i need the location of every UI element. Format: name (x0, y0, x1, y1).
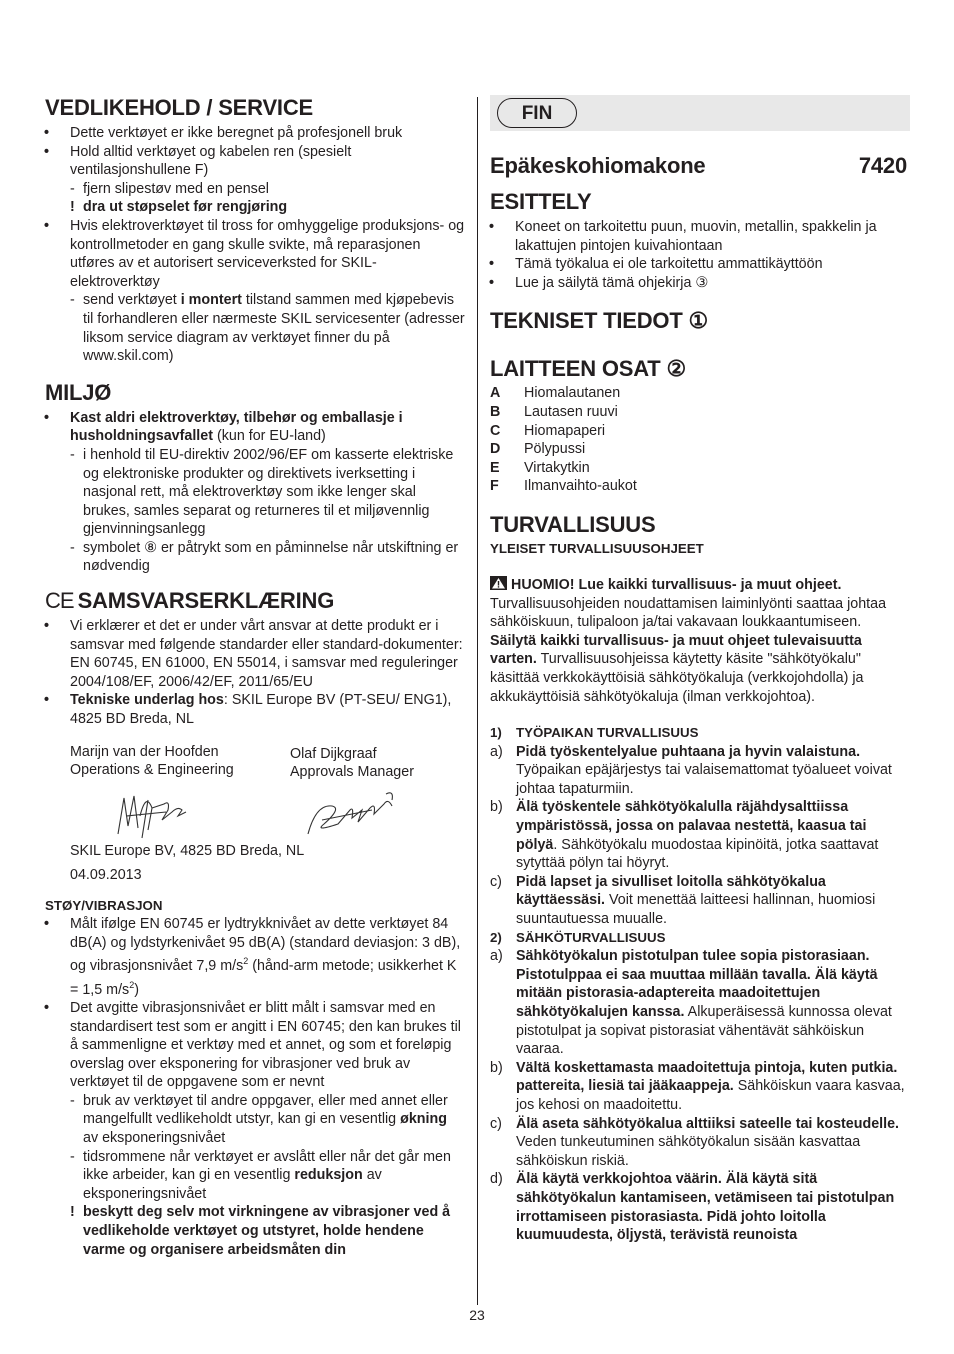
part-letter: F (490, 478, 499, 495)
list-item (45, 691, 465, 728)
part-letter: B (490, 403, 501, 420)
language-badge: FIN (497, 98, 577, 128)
part-name: Ilmanvaihto-aukot (524, 478, 637, 495)
signature-1-image (112, 786, 202, 842)
list-item: - fjern slipestøv med en pensel (45, 180, 465, 199)
part-letter: E (490, 459, 500, 476)
part-item (490, 403, 910, 422)
text: HUOMIO! Lue kaikki turvallisuus- ja muut ohjeet. (511, 576, 842, 593)
signatory-name: Marijn van der Hoofden (70, 743, 219, 760)
item-letter: a) (490, 948, 503, 965)
part-name: Virtakytkin (524, 459, 590, 476)
item-letter: c) (490, 873, 502, 890)
item-text: Alkuperäisessä kunnossa olevat pistotulpat ja sopivat pistorasiat vähentävät sähköiskun vaaraa. (516, 1004, 892, 1058)
list-item: • Tämä työkalua ei ole tarkoitettu ammattikäyttöön (490, 255, 910, 274)
list-item (45, 1092, 465, 1148)
signatory-role: Operations & Engineering (70, 762, 234, 779)
page-number: 23 (469, 1307, 485, 1323)
text: Turvallisuusohjeissa käytetty käsite "sähkötyökalu" käsittää verkkokäyttöisiä sähkötyökaluja (verkkojohdolla) ja akkukäyttöisiä sähkötyökaluja (ilman verkkojohtoa). (490, 651, 864, 705)
warning-paragraph (490, 576, 910, 706)
text: (hånd-arm metode; usikkerhet K = 1,5 m/s (70, 957, 457, 998)
list-item: • Dette verktøyet er ikke beregnet på profesjonell bruk (45, 124, 465, 143)
item-text: . Sähkötyökalu muodostaa kipinöitä, jotka saattavat sytyttää pölyn tai höyryt. (516, 836, 879, 872)
text: (kun for EU-land) (212, 428, 326, 445)
item-bold-text: Älä aseta sähkötyökalua alttiiksi sateelle tai kosteudelle. (516, 1115, 900, 1132)
text: SÄHKÖTURVALLISUUS (516, 929, 666, 945)
safety-item (490, 947, 910, 1059)
signatory-role: Approvals Manager (290, 764, 414, 781)
text: Målt ifølge EN 60745 er lydtrykknivået av dette verktøyet 84 dB(A) og lydstyrkenivået 95 dB(A) (standard deviasjon: 3 dB), og vibrasjonsnivået 7,9 m/s (70, 916, 461, 974)
list-item: • Lue ja säilytä tämä ohjekirja ③ (490, 274, 910, 293)
item-text: Veden tunkeutuminen sähkötyökalun sisään kasvattaa sähköiskun riskiä. (516, 1134, 861, 1169)
warning-triangle-icon (490, 576, 507, 590)
part-letter: D (490, 441, 501, 458)
item-letter: c) (490, 1115, 502, 1132)
column-divider (477, 97, 478, 1305)
text: send verktøyet (83, 292, 181, 309)
intro-heading: ESITTELY (490, 189, 592, 214)
maintenance-heading: VEDLIKEHOLD / SERVICE (45, 95, 313, 120)
part-letter: C (490, 422, 501, 439)
declaration-date: 04.09.2013 (70, 867, 142, 884)
item-bold-text: Sähkötyökalun pistotulpan tulee sopia pistorasiaan. Pistotulppaa ei saa muuttaa millään tavalla. Älä käytä mitään pistorasia-adaptereita maadoitettujen sähkötyökalujen kanssa. (516, 948, 878, 1020)
text: : SKIL Europe BV (PT-SEU/ ENG1), 4825 BD Breda, NL (70, 692, 452, 728)
list-item: - i henhold til EU-direktiv 2002/96/EF om kasserte elektriske og elektroniske produkter og direktivets iverksetting i nasjonal rett, må elektroverktøy som ikke lenger skal brukes, samles separat og returneres til et miljøvennlig gjenvinningsanlegg (45, 446, 465, 539)
text: SAMSVARSERKLÆRING (77, 588, 335, 614)
parts-list (490, 384, 910, 496)
text: tilstand sammen med kjøpebevis til forhandleren eller nærmeste SKIL servicesenter (adresser liksom service diagram av verktøyet finner du på www.skil.com) (83, 292, 465, 365)
part-item (490, 477, 910, 496)
text: Säilytä kaikki turvallisuus- ja muut ohjeet tulevaisuutta varten. (490, 632, 862, 668)
part-item (490, 440, 910, 459)
item-text: Voit menettää laitteesi hallinnan, huomiosi suuntautuessa muualle. (516, 892, 876, 928)
signatory-1 (70, 743, 270, 782)
list-item: ! beskytt deg selv mot virkningene av vibrasjoner ved å vedlikeholde verktøyet og utstyret, holde hendene varme og organisere arbeidsmåten din (45, 1203, 465, 1259)
list-item (45, 915, 465, 999)
text: reduksjon (294, 1167, 363, 1184)
item-letter: d) (490, 1171, 503, 1188)
text: Tekniske underlag hos (70, 692, 224, 709)
signature-row (70, 743, 450, 782)
signatures (45, 743, 465, 885)
signatory-name: Olaf Dijkgraaf (290, 745, 377, 762)
parts-heading: LAITTEEN OSAT ② (490, 356, 686, 382)
superscript: 2 (129, 979, 135, 990)
list-item (45, 291, 465, 365)
section-heading: 1) TYÖPAIKAN TURVALLISUUS (490, 725, 699, 741)
section-heading: 2) SÄHKÖTURVALLISUUS (490, 929, 666, 945)
item-letter: b) (490, 799, 503, 816)
item-bold-text: Älä käytä verkkojohtoa väärin. Älä käytä sitä sähkötyökalun kantamiseen, vetämiseen tai pistotulpan irrottamiseen pistorasiasta. Pidä johto loitolla kuumuudesta, öljystä, terävistä reunoista (516, 1171, 895, 1244)
text: i montert (180, 292, 242, 309)
text: tidsrommene når verktøyet er avslått eller når det går men ikke arbeider, kan gi en vesentlig (83, 1148, 451, 1184)
signature-images (70, 782, 465, 842)
part-letter: A (490, 385, 501, 402)
general-safety-heading: YLEISET TURVALLISUUSOHJEET (490, 540, 704, 556)
ce-mark-icon: CE (45, 588, 74, 614)
product-name: Epäkeskohiomakone (490, 153, 706, 178)
safety-item (490, 743, 910, 799)
model-number: 7420 (858, 153, 907, 178)
product-title (490, 153, 910, 179)
item-bold-text: Vältä koskettamasta maadoitettuja pintoja, kuten putkia. pattereita, liesiä tai jääkaappeja. (516, 1059, 898, 1095)
signature-2-image (302, 784, 402, 840)
part-item (490, 384, 910, 403)
list-item: • Vi erklærer et det er under vårt ansvar at dette produkt er i samsvar med følgende standarder eller standard-dokumenter: EN 60745, EN 61000, EN 55014, i samsvar med reguleringer 2004/108/EF, 2006/42/EF, 2011/65/EU (45, 617, 465, 691)
list-item: • Hold alltid verktøyet og kabelen ren (spesielt ventilasjonshullene F) (45, 143, 465, 180)
part-item (490, 459, 910, 478)
part-item (490, 422, 910, 441)
list-item: - symbolet ⑧ er påtrykt som en påminnelse når utskiftning er nødvendig (45, 539, 465, 576)
safety-item (490, 1115, 910, 1171)
work-area-safety-list (490, 743, 910, 929)
text: Turvallisuusohjeiden noudattamisen laiminlyönti saattaa johtaa sähköiskuun, tulipaloon ja/tai vakavaan loukkaantumiseen. (490, 595, 887, 631)
item-letter: b) (490, 1059, 503, 1076)
noise-vibration-heading: STØY/VIBRASJON (45, 898, 163, 913)
item-letter: a) (490, 743, 503, 760)
item-bold-text: Älä työskentele sähkötyökalulla räjähdysalttiissa ympäristössä, jossa on palavaa nestettä, kaasua tai pölyä (516, 799, 867, 853)
declaration-heading (45, 588, 465, 614)
safety-heading: TURVALLISUUS (490, 511, 656, 537)
left-column (45, 95, 465, 1259)
text: av eksponeringsnivået (83, 1167, 382, 1202)
language-bar (490, 95, 910, 131)
superscript: 2 (243, 956, 249, 967)
list-item: • Det avgitte vibrasjonsnivået er blitt målt i samsvar med en standardisert test som er angitt i EN 60745; den kan brukes til å sammenligne et verktøy med et annet, og som et foreløpig overslag over eksponering for vibrasjoner ved bruk av verktøyet til de oppgavene som er nevnt (45, 999, 465, 1092)
list-item: • Hvis elektroverktøyet til tross for omhyggelige produksjons- og kontrollmetoder en gang skulle svikte, må reparasjonen utføres av et autorisert serviceverksted for SKIL-elektroverktøy (45, 217, 465, 291)
safety-item (490, 1170, 910, 1244)
text: økning (400, 1111, 447, 1128)
text: av eksponeringsnivået (83, 1130, 226, 1147)
part-name: Hiomalautanen (524, 385, 621, 402)
item-bold-text: Pidä lapset ja sivulliset loitolla sähkötyökalua käyttäessäsi. (516, 873, 826, 909)
item-bold-text: Pidä työskentelyalue puhtaana ja hyvin valaistuna. (516, 743, 861, 760)
part-name: Hiomapaperi (524, 422, 606, 439)
safety-item (490, 1059, 910, 1115)
list-item (45, 1148, 465, 1204)
part-name: Pölypussi (524, 441, 586, 458)
item-text: Sähköiskun vaara kasvaa, jos kehosi on maadoitettu. (516, 1078, 905, 1113)
text: ) (134, 981, 139, 998)
safety-item (490, 873, 910, 929)
technical-data-heading: TEKNISET TIEDOT ① (490, 308, 708, 334)
list-item (45, 409, 465, 446)
electrical-safety-list (490, 947, 910, 1245)
list-item: ! dra ut støpselet før rengjøring (45, 198, 465, 217)
item-text: Työpaikan epäjärjestys tai valaisemattomat työalueet voivat johtaa tapaturmiin. (516, 762, 892, 797)
right-column (490, 95, 910, 1245)
text: Kast aldri elektroverktøy, tilbehør og emballasje i husholdningsavfallet (70, 409, 403, 445)
text: bruk av verktøyet til andre oppgaver, eller med annet eller mangelfullt vedlikeholdt utstyr, kan gi en vesentlig (83, 1092, 448, 1128)
environment-heading: MILJØ (45, 379, 112, 405)
safety-item (490, 798, 910, 872)
text: TYÖPAIKAN TURVALLISUUS (516, 725, 699, 741)
part-name: Lautasen ruuvi (524, 403, 618, 420)
signatory-2 (290, 745, 450, 782)
company-address: SKIL Europe BV, 4825 BD Breda, NL (70, 842, 305, 859)
list-item: • Koneet on tarkoitettu puun, muovin, metallin, spakkelin ja lakattujen pintojen kuivahiontaan (490, 218, 910, 255)
